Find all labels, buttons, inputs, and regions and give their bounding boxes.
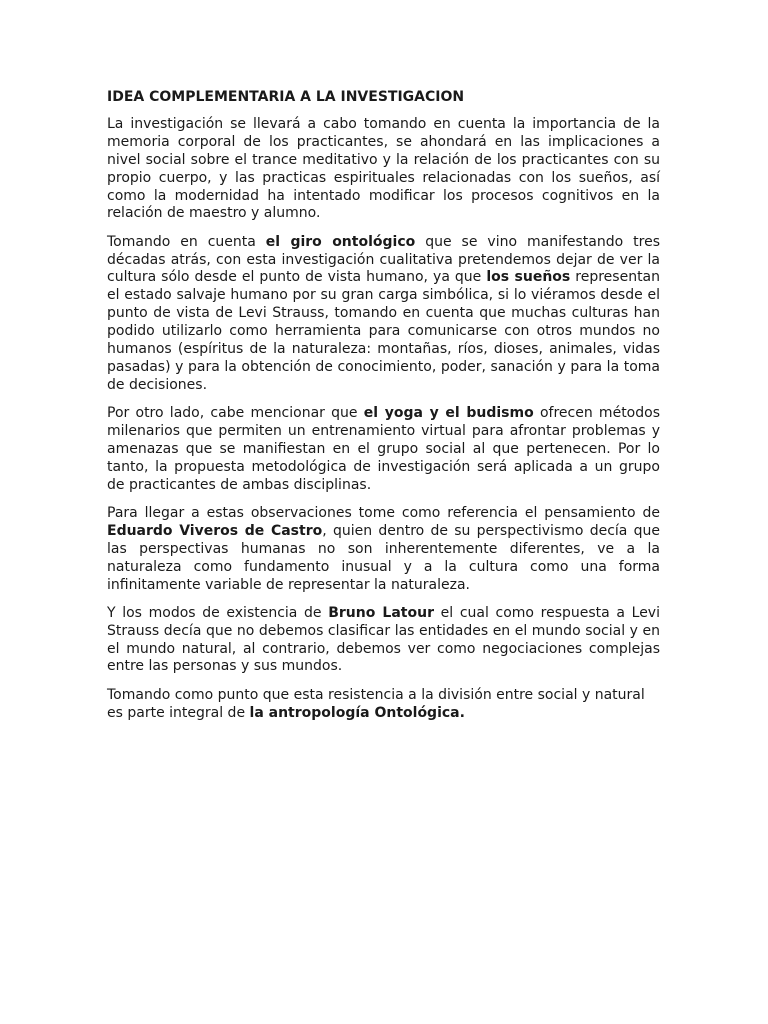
paragraph-2-bold-1: el giro ontológico	[265, 233, 416, 250]
paragraph-2-text-2: que se vino manifestando tres décadas atrás, con esta investigación cualitativa pretendemos dejar de ver la cultura sólo desde el punto de vista humano, ya que	[107, 233, 661, 286]
paragraph-4-text-1: Para llegar a estas observaciones tome como referencia el pensamiento de	[107, 504, 660, 521]
paragraph-5-text-1: Y los modos de existencia de	[107, 604, 329, 621]
paragraph-3-text-2: ofrecen métodos milenarios que permiten un entrenamiento virtual para afrontar problemas y amenazas que se manifiestan en el grupo social al que pertenecen. Por lo tanto, la propuesta metodológica de investigación será aplicada a un grupo de practicantes de ambas disciplinas.	[107, 405, 660, 493]
paragraph-4-text-2: , quien dentro de su perspectivismo decía que las perspectivas humanas no son inherentemente diferentes, ve a la naturaleza como fundamento inusual y a la cultura como una forma infinitamente variable de representar la naturaleza.	[107, 522, 660, 593]
paragraph-5	[107, 605, 660, 677]
paragraph-4-bold-1: Eduardo Viveros de Castro	[107, 522, 323, 539]
paragraph-1: La investigación se llevará a cabo tomando en cuenta la importancia de la memoria corporal de los practicantes, se ahondará en las implicaciones a nivel social sobre el trance meditativo y la relación de los practicantes con su propio cuerpo, y las practicas espirituales relacionadas con los sueños, así como la modernidad ha intentado modificar los procesos cognitivos en la relación de maestro y alumno.	[107, 115, 660, 222]
paragraph-2-bold-2: los sueños	[486, 269, 571, 286]
paragraph-3	[107, 405, 660, 495]
paragraph-5-bold-1: Bruno Latour	[328, 604, 434, 621]
paragraph-6-text-1: Tomando como punto que esta resistencia a la división entre social y natural es parte integral de	[107, 686, 645, 721]
paragraph-5-text-2: el cual como respuesta a Levi Strauss decía que no debemos clasificar las entidades en el mundo social y en el mundo natural, al contrario, debemos ver como negociaciones complejas entre las personas y sus mundos.	[107, 604, 660, 675]
paragraph-2-text-1: Tomando en cuenta	[107, 233, 266, 250]
paragraph-6	[107, 687, 660, 723]
paragraph-2	[107, 234, 660, 395]
paragraph-3-bold-1: el yoga y el budismo	[363, 405, 534, 422]
document-title: IDEA COMPLEMENTARIA A LA INVESTIGACION	[107, 89, 465, 105]
paragraph-6-bold-1: la antropología Ontológica.	[249, 704, 465, 721]
paragraph-3-text-1: Por otro lado, cabe mencionar que	[107, 405, 364, 422]
paragraph-4	[107, 505, 660, 595]
paragraph-2-text-3: representan el estado salvaje humano por su gran carga simbólica, si lo viéramos desde el punto de vista de Levi Strauss, tomando en cuenta que muchas culturas han podido utilizarlo como herramienta para comunicarse con otros mundos no humanos (espíritus de la naturaleza: montañas, ríos, dioses, animales, vidas pasadas) y para la obtención de conocimiento, poder, sanación y para la toma de decisiones.	[107, 269, 661, 393]
document-body	[107, 89, 660, 733]
